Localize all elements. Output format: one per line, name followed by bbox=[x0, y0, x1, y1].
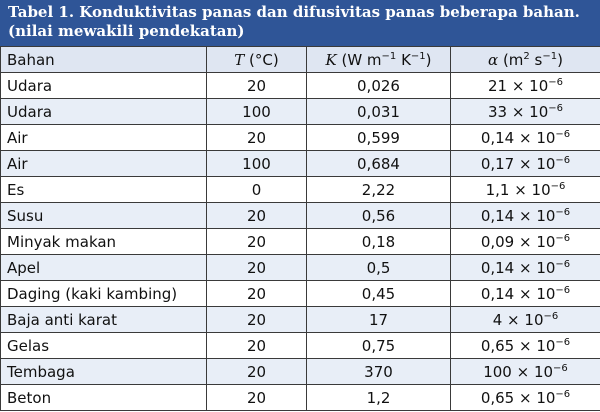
table-row bbox=[1, 333, 600, 359]
cell-temperature: 20 bbox=[207, 385, 307, 411]
cell-diffusivity bbox=[451, 385, 600, 411]
alpha-exponent: −6 bbox=[555, 128, 571, 140]
cell-conductivity: 17 bbox=[307, 307, 451, 333]
cell-temperature: 100 bbox=[207, 99, 307, 125]
cell-temperature: 20 bbox=[207, 307, 307, 333]
cell-diffusivity bbox=[451, 333, 600, 359]
cell-conductivity: 2,22 bbox=[307, 177, 451, 203]
cell-diffusivity bbox=[451, 99, 600, 125]
alpha-exponent: −6 bbox=[555, 206, 571, 218]
cell-bahan: Gelas bbox=[1, 333, 207, 359]
cell-temperature: 100 bbox=[207, 151, 307, 177]
cell-conductivity: 0,031 bbox=[307, 99, 451, 125]
cell-conductivity: 0,56 bbox=[307, 203, 451, 229]
alpha-exponent: −6 bbox=[550, 180, 566, 192]
cell-bahan: Udara bbox=[1, 99, 207, 125]
header-diffusivity bbox=[451, 47, 600, 73]
table-row bbox=[1, 281, 600, 307]
cell-bahan: Daging (kaki kambing) bbox=[1, 281, 207, 307]
cell-bahan: Es bbox=[1, 177, 207, 203]
alpha-mantissa: 100 × 10 bbox=[483, 362, 554, 381]
cell-temperature: 0 bbox=[207, 177, 307, 203]
cell-conductivity: 0,18 bbox=[307, 229, 451, 255]
cell-bahan: Air bbox=[1, 125, 207, 151]
table-row bbox=[1, 99, 600, 125]
alpha-mantissa: 1,1 × 10 bbox=[485, 180, 551, 199]
alpha-mantissa: 21 × 10 bbox=[487, 76, 549, 95]
alpha-exponent: −6 bbox=[543, 310, 559, 322]
k-unit: (W m bbox=[341, 50, 382, 69]
cell-diffusivity bbox=[451, 229, 600, 255]
a-exp-1: 2 bbox=[523, 50, 530, 62]
table-row bbox=[1, 177, 600, 203]
cell-conductivity: 0,684 bbox=[307, 151, 451, 177]
alpha-mantissa: 0,14 × 10 bbox=[480, 284, 556, 303]
cell-bahan: Apel bbox=[1, 255, 207, 281]
cell-temperature: 20 bbox=[207, 281, 307, 307]
alpha-mantissa: 0,65 × 10 bbox=[480, 336, 556, 355]
alpha-mantissa: 33 × 10 bbox=[487, 102, 549, 121]
alpha-exponent: −6 bbox=[555, 336, 571, 348]
table-row bbox=[1, 359, 600, 385]
table-row bbox=[1, 73, 600, 99]
k-exp-1: −1 bbox=[381, 50, 397, 62]
table-row bbox=[1, 151, 600, 177]
cell-temperature: 20 bbox=[207, 333, 307, 359]
cell-conductivity: 0,5 bbox=[307, 255, 451, 281]
cell-conductivity: 370 bbox=[307, 359, 451, 385]
header-conductivity bbox=[307, 47, 451, 73]
table-row bbox=[1, 125, 600, 151]
table-body bbox=[1, 73, 600, 411]
alpha-mantissa: 0,14 × 10 bbox=[480, 128, 556, 147]
cell-diffusivity bbox=[451, 281, 600, 307]
data-table bbox=[0, 46, 600, 411]
alpha-exponent: −6 bbox=[548, 102, 564, 114]
cell-conductivity: 0,026 bbox=[307, 73, 451, 99]
alpha-exponent: −6 bbox=[553, 362, 568, 374]
k-close: ) bbox=[425, 50, 432, 69]
cell-diffusivity bbox=[451, 177, 600, 203]
alpha-exponent: −6 bbox=[555, 284, 571, 296]
cell-temperature: 20 bbox=[207, 125, 307, 151]
k-mid: K bbox=[396, 50, 411, 69]
cell-bahan: Beton bbox=[1, 385, 207, 411]
table-row bbox=[1, 307, 600, 333]
cell-conductivity: 1,2 bbox=[307, 385, 451, 411]
alpha-mantissa: 0,65 × 10 bbox=[480, 388, 556, 407]
cell-diffusivity bbox=[451, 151, 600, 177]
a-mid: s bbox=[529, 50, 543, 69]
cell-conductivity: 0,75 bbox=[307, 333, 451, 359]
k-exp-2: −1 bbox=[410, 50, 426, 62]
a-exp-2: −1 bbox=[542, 50, 558, 62]
alpha-exponent: −6 bbox=[555, 258, 571, 270]
cell-diffusivity bbox=[451, 203, 600, 229]
alpha-mantissa: 0,14 × 10 bbox=[480, 258, 556, 277]
table-row bbox=[1, 203, 600, 229]
alpha-mantissa: 0,09 × 10 bbox=[480, 232, 556, 251]
cell-temperature: 20 bbox=[207, 203, 307, 229]
header-row bbox=[1, 47, 600, 73]
k-symbol: K bbox=[325, 50, 337, 69]
cell-diffusivity bbox=[451, 125, 600, 151]
header-temperature bbox=[207, 47, 307, 73]
cell-bahan: Baja anti karat bbox=[1, 307, 207, 333]
cell-conductivity: 0,45 bbox=[307, 281, 451, 307]
table-row bbox=[1, 229, 600, 255]
cell-temperature: 20 bbox=[207, 255, 307, 281]
alpha-exponent: −6 bbox=[548, 76, 564, 88]
a-close: ) bbox=[557, 50, 563, 69]
cell-conductivity: 0,599 bbox=[307, 125, 451, 151]
cell-temperature: 20 bbox=[207, 229, 307, 255]
alpha-exponent: −6 bbox=[555, 154, 571, 166]
cell-bahan: Tembaga bbox=[1, 359, 207, 385]
table-row bbox=[1, 385, 600, 411]
table-row bbox=[1, 255, 600, 281]
alpha-exponent: −6 bbox=[555, 232, 571, 244]
t-symbol: T bbox=[234, 50, 245, 69]
alpha-mantissa: 4 × 10 bbox=[492, 310, 544, 329]
cell-diffusivity bbox=[451, 73, 600, 99]
alpha-mantissa: 0,14 × 10 bbox=[480, 206, 556, 225]
alpha-symbol: α bbox=[488, 50, 499, 69]
cell-diffusivity bbox=[451, 359, 600, 385]
cell-bahan: Udara bbox=[1, 73, 207, 99]
cell-bahan: Air bbox=[1, 151, 207, 177]
alpha-exponent: −6 bbox=[555, 388, 571, 400]
cell-temperature: 20 bbox=[207, 359, 307, 385]
cell-temperature: 20 bbox=[207, 73, 307, 99]
header-bahan: Bahan bbox=[1, 47, 207, 73]
cell-bahan: Minyak makan bbox=[1, 229, 207, 255]
cell-diffusivity bbox=[451, 307, 600, 333]
table-caption bbox=[0, 0, 600, 46]
alpha-mantissa: 0,17 × 10 bbox=[480, 154, 556, 173]
cell-bahan: Susu bbox=[1, 203, 207, 229]
cell-diffusivity bbox=[451, 255, 600, 281]
caption-note: (nilai mewakili pendekatan) bbox=[8, 22, 245, 40]
a-unit: (m bbox=[502, 50, 524, 69]
t-unit: (°C) bbox=[249, 50, 279, 69]
caption-title: Tabel 1. Konduktivitas panas dan difusivitas panas beberapa bahan. bbox=[8, 3, 580, 21]
